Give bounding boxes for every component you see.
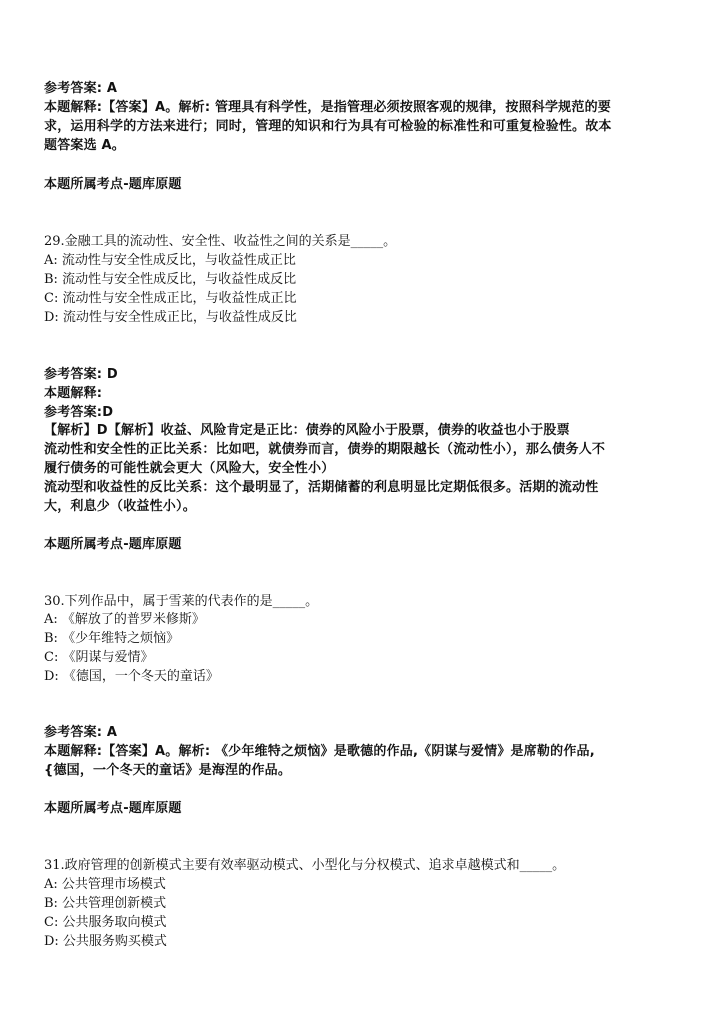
option-b: B: 流动性与安全性成反比，与收益性成反比 <box>44 272 297 287</box>
explanation-line: 流动型和收益性的反比关系：这个最明显了，活期储蓄的利息明显比定期低很多。活期的流动性 <box>44 480 599 495</box>
answer-label: 参考答案: D <box>44 367 118 382</box>
explanation-line: 大，利息少（收益性小）。 <box>44 499 196 514</box>
source-label: 本题所属考点-题库原题 <box>44 177 182 192</box>
option-b: B: 公共管理创新模式 <box>44 896 167 911</box>
option-a: A: 流动性与安全性成反比，与收益性成正比 <box>44 253 296 268</box>
explanation-line: 【解析】D【解析】收益、风险肯定是正比：债券的风险小于股票，债券的收益也小于股票 <box>44 423 570 438</box>
source-label: 本题所属考点-题库原题 <box>44 537 182 552</box>
option-b: B: 《少年维特之烦恼》 <box>44 631 180 646</box>
question-stem: 31.政府管理的创新模式主要有效率驱动模式、小型化与分权模式、追求卓越模式和_____。 <box>44 858 566 873</box>
option-a: A: 《解放了的普罗米修斯》 <box>44 612 205 627</box>
explanation-line: 求，运用科学的方法来进行；同时，管理的知识和行为具有可检验的标准性和可重复检验性。故本 <box>44 119 612 134</box>
explanation-line: 本题解释:【答案】A。解析: 管理具有科学性，是指管理必须按照客观的规律，按照科学规范的要 <box>44 100 611 115</box>
explanation-line: 流动性和安全性的正比关系：比如吧，就债券而言，债券的期限越长（流动性小），那么债务人不 <box>44 442 606 457</box>
question-stem: 29.金融工具的流动性、安全性、收益性之间的关系是_____。 <box>44 234 397 249</box>
option-c: C: 流动性与安全性成正比，与收益性成正比 <box>44 291 297 306</box>
explanation-line: 履行债务的可能性就会更大（风险大，安全性小） <box>44 461 335 476</box>
explanation-label: 本题解释: <box>44 386 103 401</box>
source-label: 本题所属考点-题库原题 <box>44 801 182 816</box>
option-c: C: 《阴谋与爱情》 <box>44 650 154 665</box>
question-stem: 30.下列作品中，属于雪莱的代表作的是_____。 <box>44 594 319 609</box>
option-c: C: 公共服务取向模式 <box>44 915 167 930</box>
answer-label: 参考答案: A <box>44 725 118 740</box>
option-d: D: 公共服务购买模式 <box>44 934 167 949</box>
option-d: D: 流动性与安全性成正比，与收益性成反比 <box>44 310 297 325</box>
answer-label: 参考答案: A <box>44 81 118 96</box>
option-d: D: 《德国，一个冬天的童话》 <box>44 669 219 684</box>
explanation-line: 题答案选 A。 <box>44 138 125 153</box>
option-a: A: 公共管理市场模式 <box>44 877 166 892</box>
explanation-line: 本题解释:【答案】A。解析: 《少年维特之烦恼》是歌德的作品,《阴谋与爱情》是席勒的作品, <box>44 744 595 759</box>
answer-label: 参考答案:D <box>44 405 114 420</box>
explanation-line: {德国，一个冬天的童话》是海涅的作品。 <box>44 763 292 778</box>
